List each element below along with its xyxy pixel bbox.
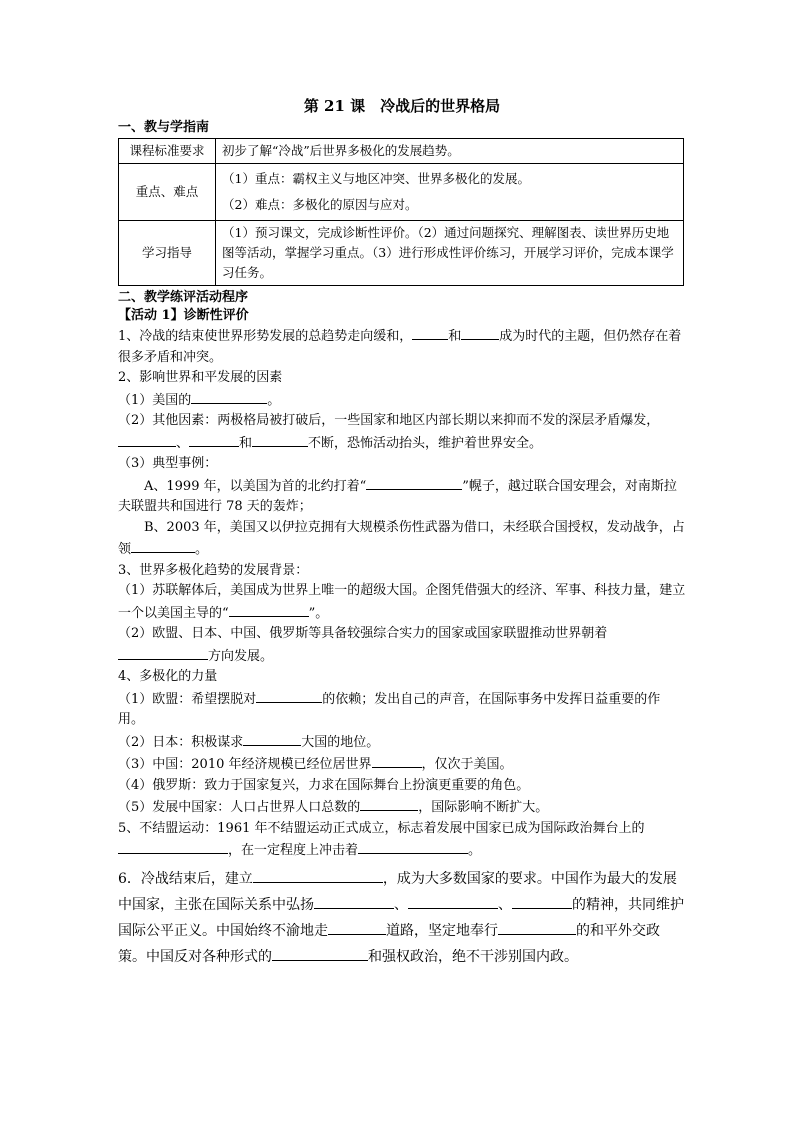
fill-blank[interactable] bbox=[412, 325, 448, 340]
table-key-focus: 重点、难点 bbox=[119, 164, 216, 221]
fill-blank[interactable] bbox=[252, 432, 308, 447]
question-2-head: 2、影响世界和平发展的因素 bbox=[118, 370, 283, 385]
q6-text-e: 的精神，共同维护国际公平正义。中国始终不渝地走 bbox=[118, 896, 684, 939]
q6-text-c: 、 bbox=[394, 896, 408, 913]
question-2-item-3: （3）典型事例： bbox=[118, 456, 218, 471]
q4-s3-text-b: ，仅次于美国。 bbox=[421, 757, 513, 772]
q4-s1-text-b: 的依赖；发出自己的声音，在国际事务中发挥日益重要的作用。 bbox=[118, 691, 661, 727]
section-heading-guide: 一、教与学指南 bbox=[118, 120, 210, 135]
q2-ex-a-text-a: A、1999 年，以美国为首的北约打着“ bbox=[144, 478, 367, 494]
question-2-example-b bbox=[118, 518, 686, 561]
q2-s1-text-a: （1）美国的 bbox=[118, 392, 192, 408]
fill-blank[interactable] bbox=[189, 432, 239, 447]
section-heading-procedure: 二、教学练评活动程序 bbox=[118, 290, 249, 305]
table-value-standard: 初步了解“冷战”后世界多极化的发展趋势。 bbox=[216, 139, 684, 164]
q2-ex-b-text-b: 。 bbox=[195, 542, 209, 557]
table-key-standard: 课程标准要求 bbox=[119, 139, 216, 164]
table-row bbox=[119, 221, 684, 286]
q4-s5-text-b: ，国际影响不断扩大。 bbox=[418, 800, 549, 815]
fill-blank[interactable] bbox=[118, 839, 228, 854]
q1-text-a: 1、冷战的结束使世界形势发展的总趋势走向缓和， bbox=[118, 329, 413, 344]
question-6 bbox=[118, 866, 686, 970]
question-4-item-3 bbox=[118, 753, 686, 776]
fill-blank[interactable] bbox=[461, 325, 499, 340]
fill-blank[interactable] bbox=[328, 920, 386, 935]
q1-text-b: 和 bbox=[448, 329, 462, 344]
fill-blank[interactable] bbox=[131, 538, 195, 553]
page-title: 第 21 课 冷战后的世界格局 bbox=[303, 97, 501, 115]
q6-text-h: 和强权政治，绝不干涉别国内政。 bbox=[368, 948, 578, 965]
question-4-item-5 bbox=[118, 796, 686, 819]
question-4-item-2 bbox=[118, 731, 686, 754]
table-key-guidance: 学习指导 bbox=[119, 221, 216, 286]
q6-text-f: 道路，坚定地奉行 bbox=[386, 922, 498, 939]
guide-table bbox=[118, 138, 684, 286]
q2-s1-text-b: 。 bbox=[267, 392, 281, 408]
question-3-item-2 bbox=[118, 624, 686, 667]
question-2-item-2 bbox=[118, 411, 686, 454]
table-value-focus bbox=[216, 164, 684, 221]
table-row bbox=[119, 164, 684, 221]
fill-blank[interactable] bbox=[360, 796, 418, 811]
worksheet bbox=[118, 96, 686, 970]
q6-text-b: ，成为大多数国家的要求。中国作为最大的发展中国家，主张在国际关系中弘扬 bbox=[118, 870, 677, 913]
activity-heading: 【活动 1】诊断性评价 bbox=[118, 308, 249, 323]
question-3-head: 3、世界多极化趋势的发展背景： bbox=[118, 562, 309, 578]
q2-s2-text-a: （2）其他因素：两极格局被打破后，一些国家和地区内部长期以来抑而不发的深层矛盾爆发， bbox=[118, 413, 660, 428]
q1-text-c: 成为时代的主题，但仍然存在着很多矛盾和冲突。 bbox=[118, 329, 682, 365]
q3-s1-text-a: （1）苏联解体后，美国成为世界上唯一的超级大国。企图凭借强大的经济、军事、科技力量，建立一个以美国主导的“ bbox=[118, 583, 686, 621]
focus-key-point: （1）重点：霸权主义与地区冲突、世界多极化的发展。 bbox=[222, 171, 530, 186]
fill-blank[interactable] bbox=[314, 894, 394, 909]
fill-blank[interactable] bbox=[512, 894, 572, 909]
q2-s2-text-b: 、 bbox=[176, 435, 190, 451]
q5-text-c: 。 bbox=[468, 843, 482, 858]
q4-s1-text-a: （1）欧盟：希望摆脱对 bbox=[118, 691, 257, 707]
question-5 bbox=[118, 819, 686, 862]
fill-blank[interactable] bbox=[256, 688, 322, 703]
q4-s5-text-a: （5）发展中国家：人口占世界人口总数的 bbox=[118, 800, 361, 815]
table-row bbox=[119, 139, 684, 164]
q2-s2-text-d: 不断，恐怖活动抬头，维护着世界安全。 bbox=[308, 435, 543, 451]
q4-s3-text-a: （3）中国：2010 年经济规模已经位居世界 bbox=[118, 757, 372, 772]
question-4-head: 4、多极化的力量 bbox=[118, 669, 218, 684]
fill-blank[interactable] bbox=[408, 894, 498, 909]
q3-s1-text-b: ”。 bbox=[308, 605, 329, 621]
q6-text-a: 6．冷战结束后，建立 bbox=[118, 870, 253, 887]
q5-text-a: 5、不结盟运动：1961 年不结盟运动正式成立，标志着发展中国家已成为国际政治舞台上的 bbox=[118, 820, 645, 836]
q4-s2-text-a: （2）日本：积极谋求 bbox=[118, 734, 244, 750]
fill-blank[interactable] bbox=[253, 868, 383, 883]
question-1 bbox=[118, 325, 686, 368]
fill-blank[interactable] bbox=[243, 731, 301, 746]
question-4-item-4: （4）俄罗斯：致力于国家复兴，力求在国际舞台上扮演更重要的角色。 bbox=[118, 777, 530, 793]
q2-ex-a-text-b: ”幌子，越过联合国安理会，对南斯拉夫联盟共和国进行 78 天的轰炸； bbox=[118, 478, 677, 514]
question-4-item-1 bbox=[118, 688, 686, 731]
fill-blank[interactable] bbox=[372, 753, 422, 768]
q6-text-g: 的和平外交政策。中国反对各种形式的 bbox=[118, 922, 660, 965]
fill-blank[interactable] bbox=[272, 946, 368, 961]
question-3-item-1 bbox=[118, 581, 686, 624]
q2-ex-b-text-a: B、2003 年，美国又以伊拉克拥有大规模杀伤性武器为借口，未经联合国授权，发动战争，占领 bbox=[118, 519, 685, 557]
fill-blank[interactable] bbox=[118, 645, 208, 660]
focus-difficulty: （2）难点：多极化的原因与应对。 bbox=[222, 197, 418, 212]
question-2-item-1 bbox=[118, 389, 686, 412]
question-2-example-a bbox=[118, 475, 686, 518]
q2-s2-text-c: 和 bbox=[239, 435, 253, 451]
fill-blank[interactable] bbox=[366, 475, 462, 490]
table-value-guidance: （1）预习课文，完成诊断性评价。（2）通过问题探究、理解图表、读世界历史地图等活动，掌握学习重点。（3）进行形成性评价练习，开展学习评价，完成本课学习任务。 bbox=[216, 221, 684, 286]
q6-text-d: 、 bbox=[498, 896, 512, 913]
q3-s2-text-a: （2）欧盟、日本、中国、俄罗斯等具备较强综合实力的国家或国家联盟推动世界朝着 bbox=[118, 626, 608, 641]
fill-blank[interactable] bbox=[191, 389, 267, 404]
q4-s2-text-b: 大国的地位。 bbox=[301, 734, 380, 750]
fill-blank[interactable] bbox=[498, 920, 576, 935]
fill-blank[interactable] bbox=[118, 432, 176, 447]
fill-blank[interactable] bbox=[358, 839, 468, 854]
q3-s2-text-b: 方向发展。 bbox=[208, 648, 274, 664]
fill-blank[interactable] bbox=[229, 602, 309, 617]
q5-text-b: ，在一定程度上冲击着 bbox=[228, 843, 359, 858]
